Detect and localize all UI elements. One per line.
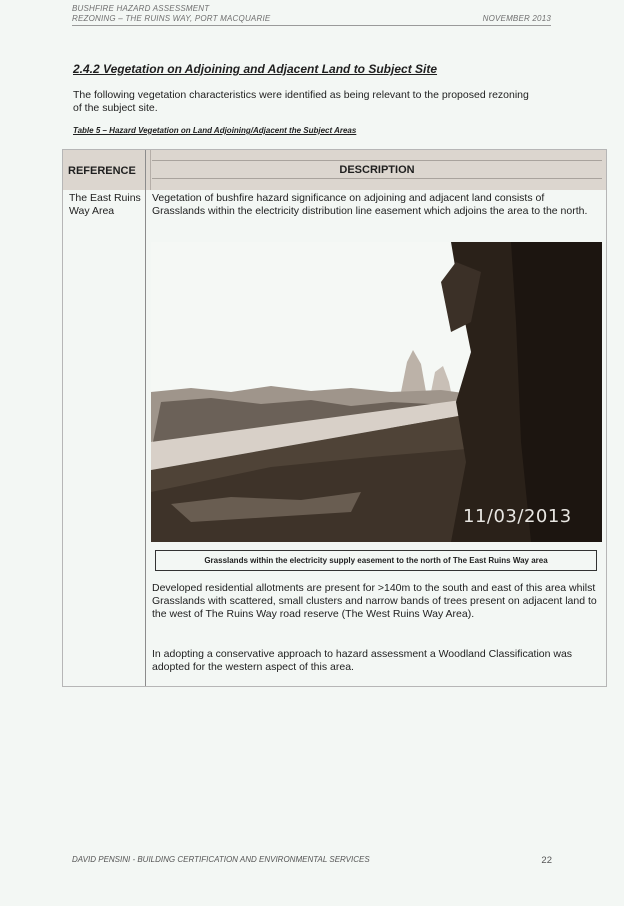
grassland-photo — [151, 242, 602, 542]
hazard-vegetation-table — [62, 149, 607, 687]
intro-paragraph: The following vegetation characteristics were identified as being relevant to the proposed rezoning of the subject site. — [73, 89, 529, 114]
photo-caption: Grasslands within the electricity supply easement to the north of The East Ruins Way area — [155, 550, 597, 571]
section-heading: 2.4.2 Vegetation on Adjoining and Adjacent Land to Subject Site — [73, 62, 438, 76]
column-header-description: DESCRIPTION — [152, 160, 602, 179]
grassland-photo-image — [151, 242, 602, 542]
page-number: 22 — [541, 855, 552, 866]
page-footer — [72, 855, 552, 866]
column-divider — [145, 150, 146, 686]
page-header — [72, 4, 551, 26]
description-paragraph-1: Vegetation of bushfire hazard significance on adjoining and adjacent land consists of Grasslands within the electricity distribution line easement which adjoins the area to the north. — [152, 192, 588, 217]
header-divider — [150, 150, 151, 190]
header-rule — [72, 25, 551, 26]
column-header-reference: REFERENCE — [68, 164, 136, 177]
table-caption: Table 5 – Hazard Vegetation on Land Adjoining/Adjacent the Subject Areas — [73, 126, 357, 135]
description-paragraph-3: In adopting a conservative approach to hazard assessment a Woodland Classification was adopted for the western aspect of this area. — [152, 648, 573, 673]
photo-date-stamp: 11/03/2013 — [463, 506, 572, 527]
description-paragraph-2: Developed residential allotments are present for >140m to the south and east of this area whilst Grasslands with scattered, small clusters and narrow bands of trees present on adjacent land to the west of The Ruins Way road reserve (The West Ruins Way Area). — [152, 582, 597, 620]
header-title: BUSHFIRE HAZARD ASSESSMENT — [72, 4, 210, 13]
header-date: NOVEMBER 2013 — [482, 14, 551, 23]
reference-cell: The East Ruins Way Area — [69, 192, 141, 217]
header-subtitle: REZONING – THE RUINS WAY, PORT MACQUARIE — [72, 14, 271, 23]
footer-company: DAVID PENSINI - BUILDING CERTIFICATION AND ENVIRONMENTAL SERVICES — [72, 855, 370, 864]
